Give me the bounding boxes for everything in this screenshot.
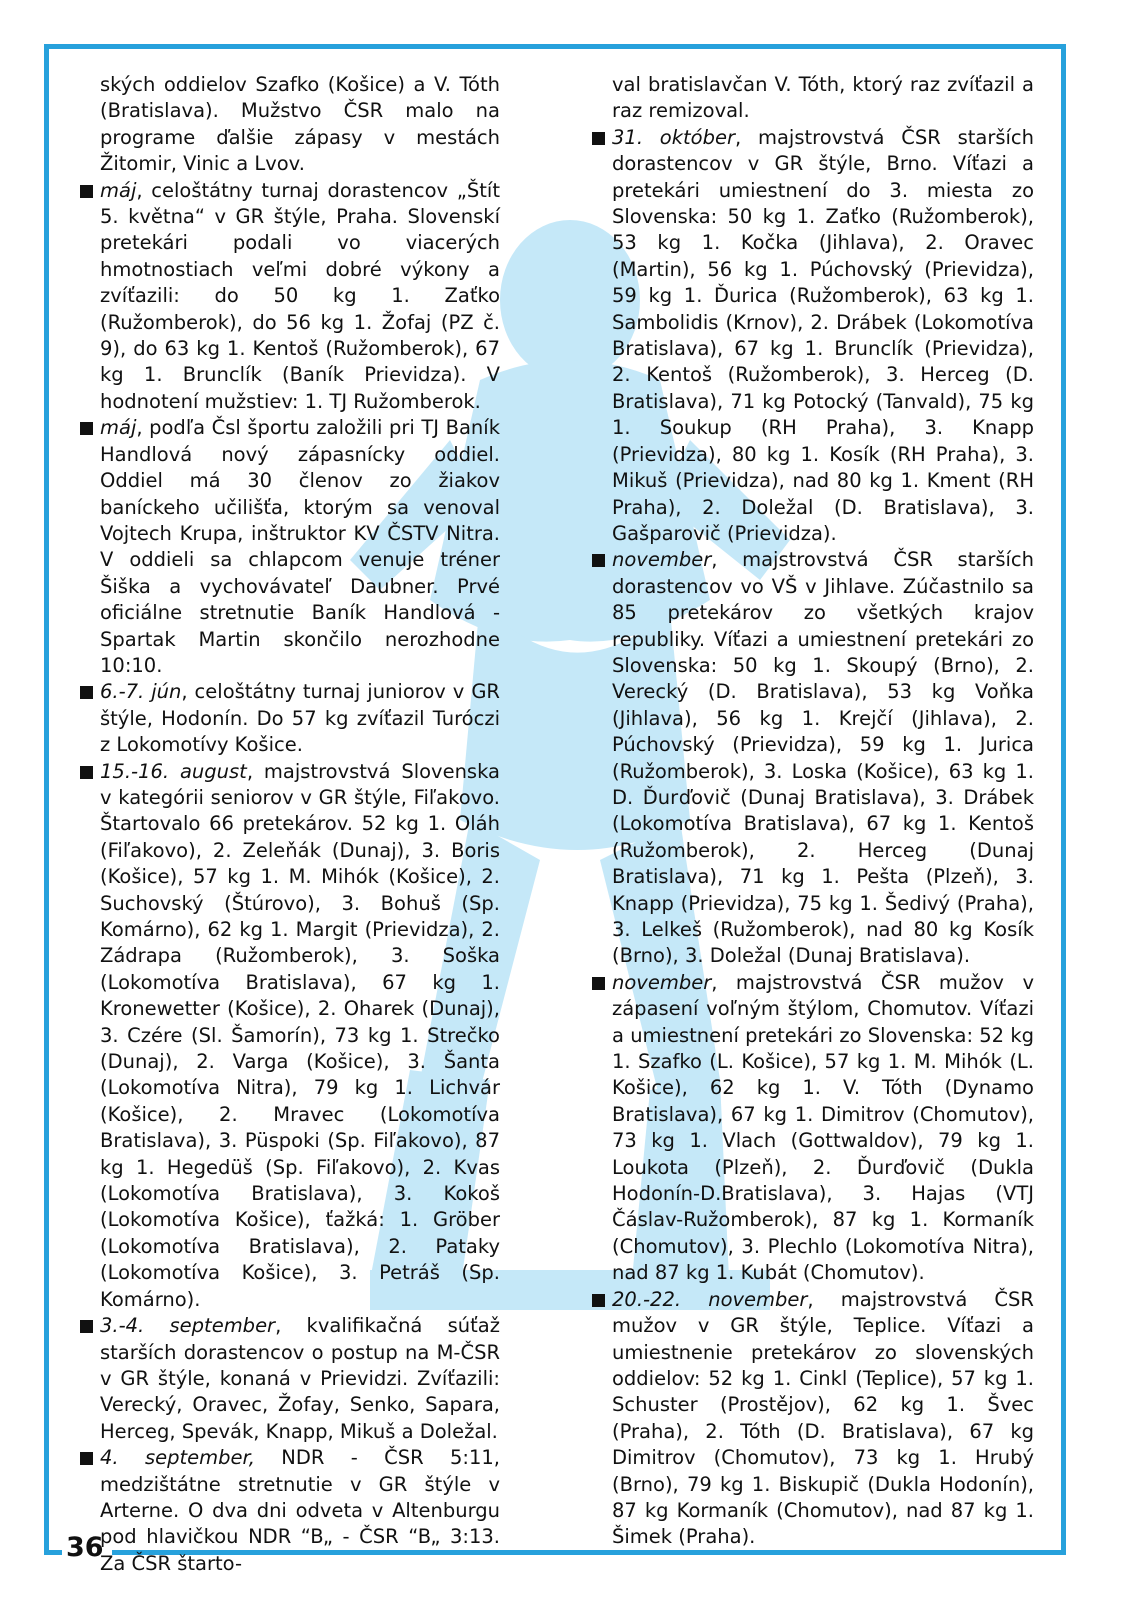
chronicle-entry — [592, 547, 1034, 970]
entry-date: 4. september, — [100, 1446, 255, 1470]
page-number: 36 — [66, 1532, 104, 1563]
entry-date: máj — [100, 416, 137, 440]
continued-paragraph — [80, 72, 500, 178]
entry-text: NDR - ČSR 5:11, medzištátne stretnutie v GR štýle v Arterne. O dva dni odveta v Altenburgu pod hlavičkou NDR “B„ - ČSR “B„ 3:13. Za ČSR štarto- — [100, 1446, 500, 1575]
bullet-square-icon — [80, 185, 93, 198]
chronicle-entry — [80, 1313, 500, 1445]
right-text-column — [592, 72, 1034, 1551]
chronicle-entry — [592, 970, 1034, 1287]
entry-text: ských oddielov Szafko (Košice) a V. Tóth (Bratislava). Mužstvo ČSR malo na programe ďalšie zápasy v mestách Žitomir, Vinic a Lvov. — [100, 73, 500, 176]
entry-text: , celoštátny turnaj juniorov v GR štýle, Hodonín. Do 57 kg zvíťazil Turóczi z Lokomotívy Košice. — [100, 680, 500, 757]
chronicle-entry — [80, 415, 500, 679]
chronicle-entry — [80, 1445, 500, 1577]
bullet-square-icon — [80, 422, 93, 435]
entry-date: 31. október — [612, 125, 735, 149]
entry-date: 3.-4. september — [100, 1314, 276, 1338]
bullet-square-icon — [80, 1320, 93, 1333]
entry-text: , majstrovstvá ČSR mužov v zápasení voľným štýlom, Chomutov. Víťazi a umiestnení pretekári zo Slovenska: 52 kg 1. Szafko (L. Košice), 57 kg 1. M. Mihók (L. Košice), 62 kg 1. V. Tóth (Dynamo Bratislava), 67 kg 1. Dimitrov (Chomutov), 73 kg 1. Vlach (Gottwaldov), 79 kg 1. Loukota (Plzeň), 2. Ďurďovič (Dukla Hodonín-D.Bratislava), 3. Hajas (VTJ Čáslav-Ružomberok), 87 kg 1. Kormaník (Chomutov), 3. Plechlo (Lokomotíva Nitra), nad 87 kg 1. Kubát (Chomutov). — [612, 970, 1034, 1285]
entry-text: , majstrovstvá ČSR starších dorastencov vo VŠ v Jihlave. Zúčastnilo sa 85 pretekárov zo všetkých krajov republiky. Víťazi a umiestnení pretekári zo Slovenska: 50 kg 1. Skoupý (Brno), 2. Verecký (D. Bratislava), 53 kg Voňka (Jihlava), 56 kg 1. Krejčí (Jihlava), 2. Púchovský (Prievidza), 59 kg 1. Jurica (Ružomberok), 3. Loska (Košice), 63 kg 1. D. Ďurďovič (Dunaj Bratislava), 3. Drábek (Lokomotíva Bratislava), 67 kg 1. Kentoš (Ružomberok), 2. Herceg (Dunaj Bratislava), 71 kg 1. Pešta (Plzeň), 3. Knapp (Prievidza), 75 kg 1. Šedivý (Praha), 3. Lelkeš (Ružomberok), nad 80 kg Kosík (Brno), 3. Doležal (Dunaj Bratislava). — [612, 548, 1034, 968]
entry-text: val bratislavčan V. Tóth, ktorý raz zvíťazil a raz remizoval. — [612, 73, 1034, 123]
entry-text: , podľa Čsl športu založili pri TJ Baník Handlová nový zápasnícky oddiel. Oddiel má 30 členov zo žiakov baníckeho učilišťa, ktorým sa venoval Vojtech Krupa, inštruktor KV ČSTV Nitra. V oddieli sa chlapcom venuje tréner Šiška a vychovávateľ Daubner. Prvé oficiálne stretnutie Baník Handlová - Spartak Martin skončilo nerozhodne 10:10. — [100, 416, 500, 677]
entry-text: , majstrovstvá Slovenska v kategórii seniorov v GR štýle, Fiľakovo. Štartovalo 66 pretekárov. 52 kg 1. Oláh (Fiľakovo), 2. Zeleňák (Dunaj), 3. Boris (Košice), 57 kg 1. M. Mihók (Košice), 2. Suchovský (Štúrovo), 3. Bohuš (Sp. Komárno), 62 kg 1. Margit (Prievidza), 2. Zádrapa (Ružomberok), 3. Soška (Lokomotíva Bratislava), 67 kg 1. Kronewetter (Košice), 2. Oharek (Dunaj), 3. Czére (Sl. Šamorín), 73 kg 1. Strečko (Dunaj), 2. Varga (Košice), 3. Šanta (Lokomotíva Nitra), 79 kg 1. Lichvár (Košice), 2. Mravec (Lokomotíva Bratislava), 3. Püspoki (Sp. Fiľakovo), 87 kg 1. Hegedüš (Sp. Fiľakovo), 2. Kvas (Lokomotíva Bratislava), 3. Kokoš (Lokomotíva Košice), ťažká: 1. Gröber (Lokomotíva Bratislava), 2. Pataky (Lokomotíva Košice), 3. Petráš (Sp. Komárno). — [100, 759, 500, 1311]
entry-date: 6.-7. jún — [100, 680, 182, 704]
bullet-square-icon — [80, 766, 93, 779]
entry-date: 15.-16. august — [100, 759, 247, 783]
entry-text: , majstrovstvá ČSR starších dorastencov v GR štýle, Brno. Víťazi a pretekári umiestnení do 3. miesta zo Slovenska: 50 kg 1. Zaťko (Ružomberok), 53 kg 1. Kočka (Jihlava), 2. Oravec (Martin), 56 kg 1. Púchovský (Prievidza), 59 kg 1. Ďurica (Ružomberok), 63 kg 1. Sambolidis (Krnov), 2. Drábek (Lokomotíva Bratislava), 67 kg 1. Brunclík (Prievidza), 2. Kentoš (Ružomberok), 3. Herceg (D. Bratislava), 71 kg Potocký (Tanvald), 75 kg 1. Soukup (RH Praha), 3. Knapp (Prievidza), 80 kg 1. Kosík (RH Praha), 3. Mikuš (Prievidza), nad 80 kg 1. Kment (RH Praha), 2. Doležal (D. Bratislava), 3. Gašparovič (Prievidza). — [612, 125, 1034, 545]
chronicle-entry — [80, 178, 500, 416]
bullet-square-icon — [592, 554, 605, 567]
page-frame-bottom-left — [44, 1550, 62, 1555]
bullet-square-icon — [592, 132, 605, 145]
entry-date: máj — [100, 178, 137, 202]
left-text-column — [80, 72, 500, 1577]
entry-text: , majstrovstvá ČSR mužov v GR štýle, Teplice. Víťazi a umiestnenie pretekárov zo slovenských oddielov: 52 kg 1. Cinkl (Teplice), 57 kg 1. Schuster (Prostějov), 62 kg 1. Švec (Praha), 2. Tóth (D. Bratislava), 67 kg Dimitrov (Chomutov), 73 kg 1. Hrubý (Brno), 79 kg 1. Biskupič (Dukla Hodonín), 87 kg Kormaník (Chomutov), nad 87 kg 1. Šimek (Praha). — [612, 1287, 1034, 1549]
bullet-square-icon — [80, 686, 93, 699]
entry-date: november — [612, 970, 712, 994]
entry-text: , celoštátny turnaj dorastencov „Štít 5. května“ v GR štýle, Praha. Slovenskí pretekári podali vo viacerých hmotnostiach veľmi dobré výkony a zvíťazili: do 50 kg 1. Zaťko (Ružomberok), do 56 kg 1. Žofaj (PZ č. 9), do 63 kg 1. Kentoš (Ružomberok), 67 kg 1. Brunclík (Baník Prievidza). V hodnotení mužstiev: 1. TJ Ružomberok. — [100, 178, 500, 413]
entry-date: 20.-22. november — [612, 1287, 808, 1311]
entry-date: november — [612, 548, 712, 572]
bullet-square-icon — [592, 1294, 605, 1307]
chronicle-entry — [592, 1287, 1034, 1551]
bullet-square-icon — [80, 1452, 93, 1465]
continued-paragraph — [592, 72, 1034, 125]
chronicle-entry — [80, 759, 500, 1314]
bullet-square-icon — [592, 977, 605, 990]
entry-text: , kvalifikačná súťaž starších dorastencov o postup na M-ČSR v GR štýle, konaná v Prievidzi. Zvíťazili: Verecký, Oravec, Žofay, Senko, Sapara, Herceg, Spevák, Knapp, Mikuš a Doležal. — [100, 1314, 500, 1443]
chronicle-entry — [592, 125, 1034, 548]
chronicle-entry — [80, 679, 500, 758]
